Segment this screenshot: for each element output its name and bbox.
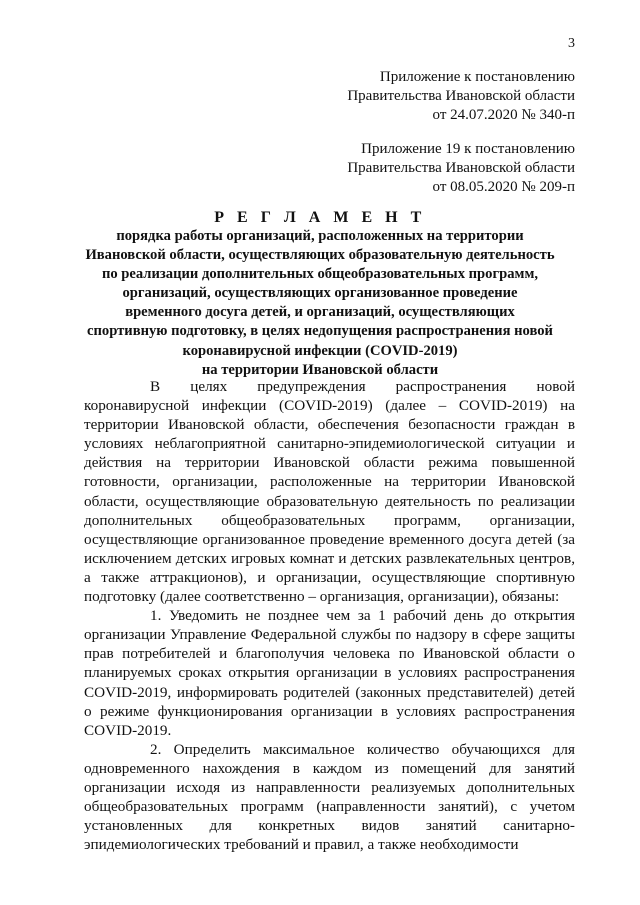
document-title: Р Е Г Л А М Е Н Т — [214, 209, 426, 226]
annex-line: Приложение к постановлению — [379, 69, 575, 85]
document-subtitle — [62, 227, 578, 380]
body-paragraph: В целях предупреждения распространения новой коронавирусной инфекции (COVID-2019) (далее – COVID-2019) на территории Ивановской области, обеспечения безопасности граждан в условиях неблагоприятной санитарно-эпидемиологической ситуации и действия на территории Ивановской области режима повышенной готовности, организации, расположенные на территории Ивановской области, осуществляющие образовательную деятельность по реализации дополнительных общеобразовательных программ, организации, осуществляющие организованное проведение временного досуга детей (за исключением детских игровых комнат и детских развлекательных центров, а также аттракционов), и организации, осуществляющие спортивную подготовку (далее соответственно – организация, организации), обязаны: — [84, 378, 575, 606]
annex-reference-current — [270, 68, 575, 125]
annex-reference-original — [270, 140, 575, 197]
subtitle-line: Ивановской области, осуществляющих образовательную деятельность — [85, 247, 555, 264]
document-body — [84, 377, 575, 854]
annex-line: Правительства Ивановской области — [347, 88, 575, 104]
subtitle-line: порядка работы организаций, расположенных на территории — [116, 228, 524, 244]
subtitle-line: коронавирусной инфекции (COVID-2019) — [182, 342, 458, 359]
subtitle-line: временного досуга детей, и организаций, осуществляющих — [125, 304, 515, 321]
subtitle-line: организаций, осуществляющих организованное проведение — [122, 285, 518, 302]
annex-line: от 08.05.2020 № 209-п — [432, 179, 575, 195]
annex-line: от 24.07.2020 № 340-п — [432, 107, 575, 123]
subtitle-line: по реализации дополнительных общеобразовательных программ, — [101, 266, 539, 283]
subtitle-line: спортивную подготовку, в целях недопущения распространения новой — [87, 323, 553, 340]
annex-line: Правительства Ивановской области — [347, 160, 575, 176]
page-number: 3 — [568, 36, 575, 51]
subtitle-line: на территории Ивановской области — [201, 361, 439, 378]
body-paragraph: 1. Уведомить не позднее чем за 1 рабочий день до открытия организации Управление Федеральной службы по надзору в сфере защиты прав потребителей и благополучия человека по Ивановской области о планируемых сроках открытия организации в условиях распространения COVID-2019, информировать родителей (законных представителей) детей о режиме функционирования организации в условиях распространения COVID-2019. — [84, 607, 575, 739]
body-paragraph: 2. Определить максимальное количество обучающихся для одновременного нахождения в каждом из помещений для занятий организации исходя из направленности реализуемых дополнительных общеобразовательных программ (направленности занятий), с учетом установленных для конкретных видов занятий санитарно-эпидемиологических требований и правил, а также необходимости — [84, 740, 575, 854]
annex-line: Приложение 19 к постановлению — [361, 141, 575, 157]
